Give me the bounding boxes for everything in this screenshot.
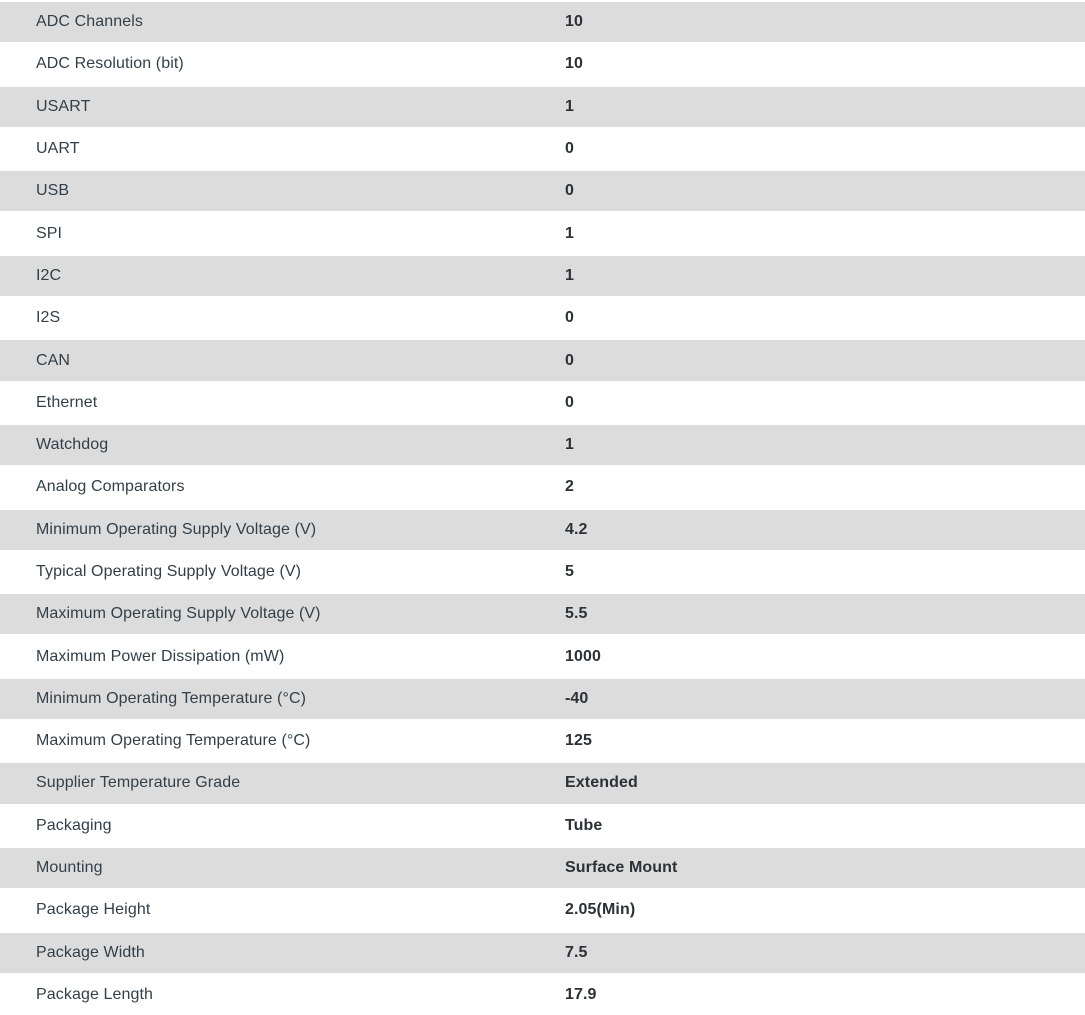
- spec-row: [0, 552, 1085, 592]
- spec-label: Maximum Operating Temperature (°C): [36, 732, 311, 750]
- spec-value: 17.9: [565, 985, 597, 1003]
- spec-row: [0, 677, 1085, 721]
- spec-label: Mounting: [36, 859, 103, 877]
- spec-value: Surface Mount: [565, 859, 678, 877]
- spec-row: [0, 846, 1085, 890]
- spec-label: SPI: [36, 224, 63, 242]
- spec-label: Package Width: [36, 943, 145, 961]
- spec-row: [0, 213, 1085, 253]
- spec-label: ADC Channels: [36, 13, 144, 31]
- spec-row: [0, 931, 1085, 975]
- spec-label: USB: [36, 182, 70, 200]
- spec-label: Minimum Operating Temperature (°C): [36, 689, 307, 707]
- spec-label: UART: [36, 140, 80, 158]
- spec-row: [0, 383, 1085, 423]
- spec-label: Supplier Temperature Grade: [36, 774, 241, 792]
- spec-value: 10: [565, 55, 583, 73]
- spec-value: 0: [565, 182, 574, 200]
- spec-label: USART: [36, 97, 91, 115]
- spec-row: [0, 636, 1085, 676]
- spec-value: 2.05(Min): [565, 901, 636, 919]
- spec-label: Maximum Power Dissipation (mW): [36, 647, 285, 665]
- spec-label: Typical Operating Supply Voltage (V): [36, 563, 302, 580]
- spec-row: [0, 721, 1085, 761]
- spec-value: 0: [565, 393, 574, 411]
- spec-value: 0: [565, 351, 574, 369]
- spec-label: CAN: [36, 351, 71, 369]
- spec-value: 5: [565, 563, 574, 580]
- spec-value: 1: [565, 266, 574, 284]
- spec-label: Analog Comparators: [36, 478, 185, 496]
- spec-value: 4.2: [565, 520, 588, 538]
- spec-value: 1: [565, 224, 574, 242]
- spec-label: Packaging: [36, 816, 112, 834]
- spec-row: [0, 298, 1085, 338]
- spec-value: 125: [565, 732, 592, 750]
- spec-label: Watchdog: [36, 436, 109, 454]
- spec-label: I2C: [36, 266, 62, 284]
- spec-value: 0: [565, 140, 574, 158]
- spec-row: [0, 169, 1085, 213]
- spec-value: 1: [565, 436, 574, 454]
- spec-label: Package Height: [36, 901, 151, 919]
- spec-row: [0, 254, 1085, 298]
- spec-label: ADC Resolution (bit): [36, 55, 184, 73]
- spec-row: [0, 508, 1085, 552]
- spec-row: [0, 890, 1085, 930]
- spec-row: [0, 467, 1085, 507]
- spec-label: Maximum Operating Supply Voltage (V): [36, 605, 321, 623]
- spec-value: 7.5: [565, 943, 588, 961]
- spec-row: [0, 975, 1085, 1015]
- spec-label: Minimum Operating Supply Voltage (V): [36, 520, 317, 538]
- spec-value: 5.5: [565, 605, 588, 623]
- spec-row: [0, 0, 1085, 44]
- spec-row: [0, 44, 1085, 84]
- spec-label: Ethernet: [36, 393, 98, 411]
- spec-row: [0, 338, 1085, 382]
- spec-row: [0, 761, 1085, 805]
- spec-row: [0, 592, 1085, 636]
- spec-value: Extended: [565, 774, 638, 792]
- spec-row: [0, 423, 1085, 467]
- spec-row: [0, 85, 1085, 129]
- spec-value: 0: [565, 309, 574, 327]
- spec-row: [0, 806, 1085, 846]
- spec-value: 10: [565, 13, 583, 31]
- spec-label: I2S: [36, 309, 61, 327]
- spec-value: 1000: [565, 647, 601, 665]
- spec-label: Package Length: [36, 985, 154, 1003]
- spec-value: 1: [565, 97, 574, 115]
- spec-row: [0, 129, 1085, 169]
- spec-value: Tube: [565, 816, 603, 834]
- spec-value: 2: [565, 478, 574, 496]
- spec-value: -40: [565, 689, 589, 707]
